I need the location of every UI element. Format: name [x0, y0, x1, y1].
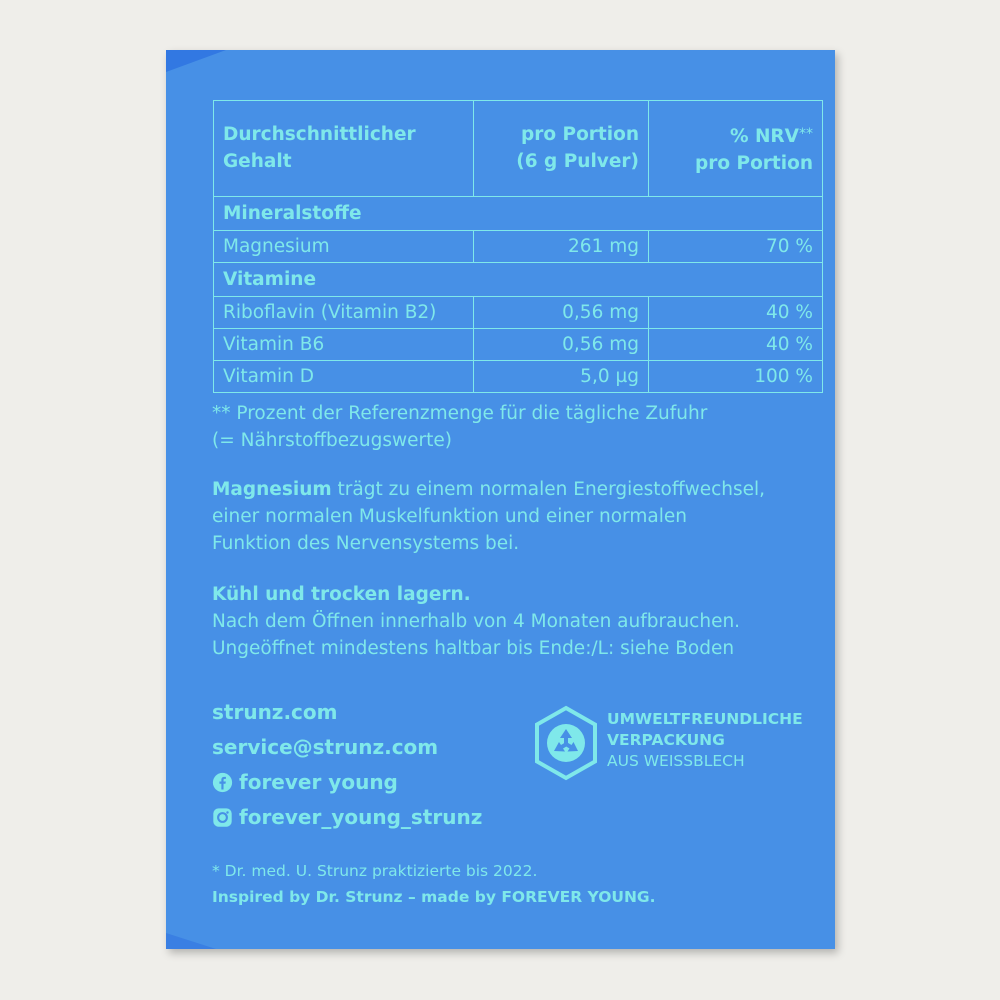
tagline: Inspired by Dr. Strunz – made by FOREVER YOUNG. — [212, 888, 656, 906]
table-row — [214, 297, 823, 329]
website-link[interactable]: strunz.com — [212, 700, 338, 724]
claim-text: einer normalen Muskelfunktion und einer normalen — [212, 506, 687, 527]
nutrient-amount: 0,56 mg — [474, 297, 649, 329]
table-row — [214, 329, 823, 361]
nutrient-amount: 0,56 mg — [474, 329, 649, 361]
nutrient-nrv: 40 % — [649, 297, 823, 329]
eco-line: AUS WEISSBLECH — [607, 752, 745, 770]
storage-title: Kühl und trocken lagern. — [212, 584, 471, 605]
nutrient-nrv: 70 % — [649, 231, 823, 263]
instagram-icon — [212, 807, 233, 828]
nrv-footnote — [212, 400, 707, 454]
corner-accent — [166, 50, 226, 72]
table-row — [214, 231, 823, 263]
recycle-hexagon-icon — [533, 705, 599, 781]
storage-line: Ungeöffnet mindestens haltbar bis Ende:/L: siehe Boden — [212, 638, 735, 659]
corner-accent-bottom — [166, 933, 216, 949]
nutrition-table — [213, 100, 823, 393]
section-label-minerals: Mineralstoffe — [214, 197, 823, 231]
nutrient-name: Riboflavin (Vitamin B2) — [214, 297, 474, 329]
header-content: Durchschnittlicher Gehalt — [214, 101, 474, 197]
doctor-note: * Dr. med. U. Strunz praktizierte bis 2022. — [212, 862, 538, 880]
facebook-label: forever young — [239, 770, 398, 794]
footnote-line: (= Nährstoffbezugswerte) — [212, 430, 452, 451]
footnote-line: ** Prozent der Referenzmenge für die tägliche Zufuhr — [212, 403, 708, 424]
eco-line: UMWELTFREUNDLICHE — [607, 710, 803, 728]
nutrient-name: Vitamin D — [214, 361, 474, 393]
instagram-link[interactable] — [212, 800, 482, 835]
eco-text — [607, 709, 803, 772]
product-label-card — [166, 50, 835, 949]
section-row-vitamins — [214, 263, 823, 297]
contact-block — [212, 695, 482, 835]
bottom-notes — [212, 858, 656, 910]
nutrient-amount: 261 mg — [474, 231, 649, 263]
instagram-label: forever_young_strunz — [239, 805, 483, 829]
health-claim — [212, 476, 765, 557]
section-label-vitamins: Vitamine — [214, 263, 823, 297]
nutrient-amount: 5,0 µg — [474, 361, 649, 393]
nutrient-name: Vitamin B6 — [214, 329, 474, 361]
header-per-portion: pro Portion (6 g Pulver) — [474, 101, 649, 197]
nutrient-nrv: 100 % — [649, 361, 823, 393]
nutrient-name: Magnesium — [214, 231, 474, 263]
storage-line: Nach dem Öffnen innerhalb von 4 Monaten aufbrauchen. — [212, 611, 741, 632]
claim-text: Funktion des Nervensystems bei. — [212, 533, 520, 554]
section-row-minerals — [214, 197, 823, 231]
eco-line: VERPACKUNG — [607, 731, 725, 749]
claim-bold: Magnesium — [212, 479, 332, 500]
email-link[interactable]: service@strunz.com — [212, 735, 439, 759]
facebook-icon — [212, 772, 233, 793]
header-nrv: % NRV** pro Portion — [649, 101, 823, 197]
claim-text: trägt zu einem normalen Energiestoffwechsel, — [331, 479, 766, 500]
facebook-link[interactable] — [212, 765, 482, 800]
nutrient-nrv: 40 % — [649, 329, 823, 361]
storage-info — [212, 581, 740, 662]
table-header-row — [214, 101, 823, 197]
table-row — [214, 361, 823, 393]
